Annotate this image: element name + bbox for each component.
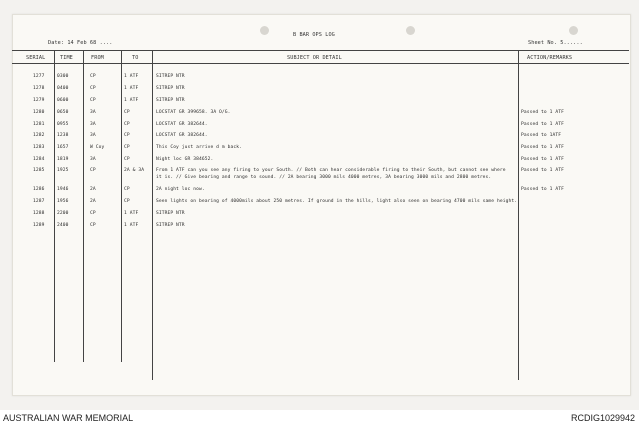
- entry-to: 1 ATF: [124, 211, 139, 216]
- entry-detail: it is. // Give bearing and range to sound. // 2A bearing 3000 mils 4000 metres, 3A bearing 3000 mils and 2800 metres.: [156, 175, 492, 180]
- entry-from: 3A: [90, 133, 96, 138]
- entry-time: 1956: [57, 199, 69, 204]
- entry-remark: Passed to 1 ATF: [521, 168, 564, 173]
- entry-to: CP: [124, 110, 130, 115]
- entry-serial: 1285: [33, 168, 45, 173]
- entry-from: CP: [90, 74, 96, 79]
- log-sheet: [12, 14, 631, 396]
- entry-detail: SITREP NTR: [156, 86, 185, 91]
- entry-time: 0650: [57, 110, 69, 115]
- entry-time: 0300: [57, 74, 69, 79]
- column-header-to: TO: [132, 55, 139, 61]
- column-divider: [152, 50, 153, 380]
- entry-serial: 1279: [33, 98, 45, 103]
- column-divider: [121, 50, 122, 362]
- entry-detail: This Coy just arrive d m back.: [156, 145, 242, 150]
- entry-serial: 1278: [33, 86, 45, 91]
- entry-detail: Night loc GR 384652.: [156, 157, 214, 162]
- entry-detail: 2A night loc now.: [156, 187, 205, 192]
- column-divider: [54, 50, 55, 362]
- entry-from: 2A: [90, 187, 96, 192]
- entry-remark: Passed to 1 ATF: [521, 122, 564, 127]
- entry-time: 1819: [57, 157, 69, 162]
- archive-credit: AUSTRALIAN WAR MEMORIAL: [3, 413, 134, 423]
- entry-time: 1238: [57, 133, 69, 138]
- entry-detail: SITREP NTR: [156, 211, 185, 216]
- entry-serial: 1277: [33, 74, 45, 79]
- entry-time: 1946: [57, 187, 69, 192]
- entry-time: 2200: [57, 211, 69, 216]
- punch-hole: [260, 26, 269, 35]
- entry-to: CP: [124, 157, 130, 162]
- archive-reference: RCDIG1029942: [570, 413, 635, 423]
- entry-remark: Passed to 1ATF: [521, 133, 562, 138]
- entry-from: CP: [90, 211, 96, 216]
- entry-from: 3A: [90, 157, 96, 162]
- entry-detail: LOCSTAT GR 382644.: [156, 122, 208, 127]
- entry-to: CP: [124, 187, 130, 192]
- entry-serial: 1286: [33, 187, 45, 192]
- entry-time: 0400: [57, 86, 69, 91]
- entry-to: CP: [124, 122, 130, 127]
- entry-detail: SITREP NTR: [156, 74, 185, 79]
- entry-from: 3A: [90, 110, 96, 115]
- entry-time: 1657: [57, 145, 69, 150]
- column-header-serial: SERIAL: [26, 55, 46, 61]
- date-label: Date: 14 Feb 68 ....: [48, 40, 113, 46]
- column-header-from: FROM: [91, 55, 104, 61]
- entry-to: CP: [124, 199, 130, 204]
- entry-from: CP: [90, 168, 96, 173]
- entry-serial: 1280: [33, 110, 45, 115]
- entry-serial: 1284: [33, 157, 45, 162]
- entry-from: CP: [90, 98, 96, 103]
- sheet-number: Sheet No. 5......: [528, 40, 583, 46]
- entry-serial: 1288: [33, 211, 45, 216]
- entry-remark: Passed to 1 ATF: [521, 187, 564, 192]
- entry-to: CP: [124, 145, 130, 150]
- entry-to: 1 ATF: [124, 86, 139, 91]
- entry-detail: SITREP NTR: [156, 223, 185, 228]
- entry-serial: 1289: [33, 223, 45, 228]
- entry-serial: 1283: [33, 145, 45, 150]
- entry-from: CP: [90, 223, 96, 228]
- entry-from: CP: [90, 86, 96, 91]
- entry-to: 2A & 3A: [124, 168, 145, 173]
- entry-to: CP: [124, 133, 130, 138]
- entry-from: 3A: [90, 122, 96, 127]
- log-title: B BAR OPS LOG: [293, 32, 335, 38]
- entry-detail: Seen lights on bearing of 4000mils about 250 metres. If ground in the hills, light also seen on bearing 4700 mils same height.: [156, 199, 518, 204]
- column-header-subject: SUBJECT OR DETAIL: [287, 55, 342, 61]
- entry-time: 0955: [57, 122, 69, 127]
- entry-remark: Passed to 1 ATF: [521, 157, 564, 162]
- column-divider: [83, 50, 84, 362]
- entry-remark: Passed to 1 ATF: [521, 145, 564, 150]
- entry-time: 1925: [57, 168, 69, 173]
- entry-detail: From 1 ATF can you see any firing to your South. // Both can hear considerable firing to their South, but cannot see where: [156, 168, 506, 173]
- entry-to: 1 ATF: [124, 223, 139, 228]
- entry-from: 2A: [90, 199, 96, 204]
- entry-time: 0600: [57, 98, 69, 103]
- column-header-action: ACTION/REMARKS: [527, 55, 573, 61]
- entry-serial: 1287: [33, 199, 45, 204]
- rule: [12, 50, 629, 51]
- punch-hole: [406, 26, 415, 35]
- entry-detail: SITREP NTR: [156, 98, 185, 103]
- entry-remark: Passed to 1 ATF: [521, 110, 564, 115]
- entry-serial: 1282: [33, 133, 45, 138]
- punch-hole: [569, 26, 578, 35]
- entry-serial: 1281: [33, 122, 45, 127]
- entry-detail: LOCSTAT GR 399658. 3A O/G.: [156, 110, 231, 115]
- entry-from: W Coy: [90, 145, 105, 150]
- column-divider: [518, 50, 519, 380]
- entry-detail: LOCSTAT GR 382644.: [156, 133, 208, 138]
- rule: [12, 63, 629, 64]
- entry-time: 2400: [57, 223, 69, 228]
- entry-to: 1 ATF: [124, 98, 139, 103]
- entry-to: 1 ATF: [124, 74, 139, 79]
- column-header-time: TIME: [60, 55, 73, 61]
